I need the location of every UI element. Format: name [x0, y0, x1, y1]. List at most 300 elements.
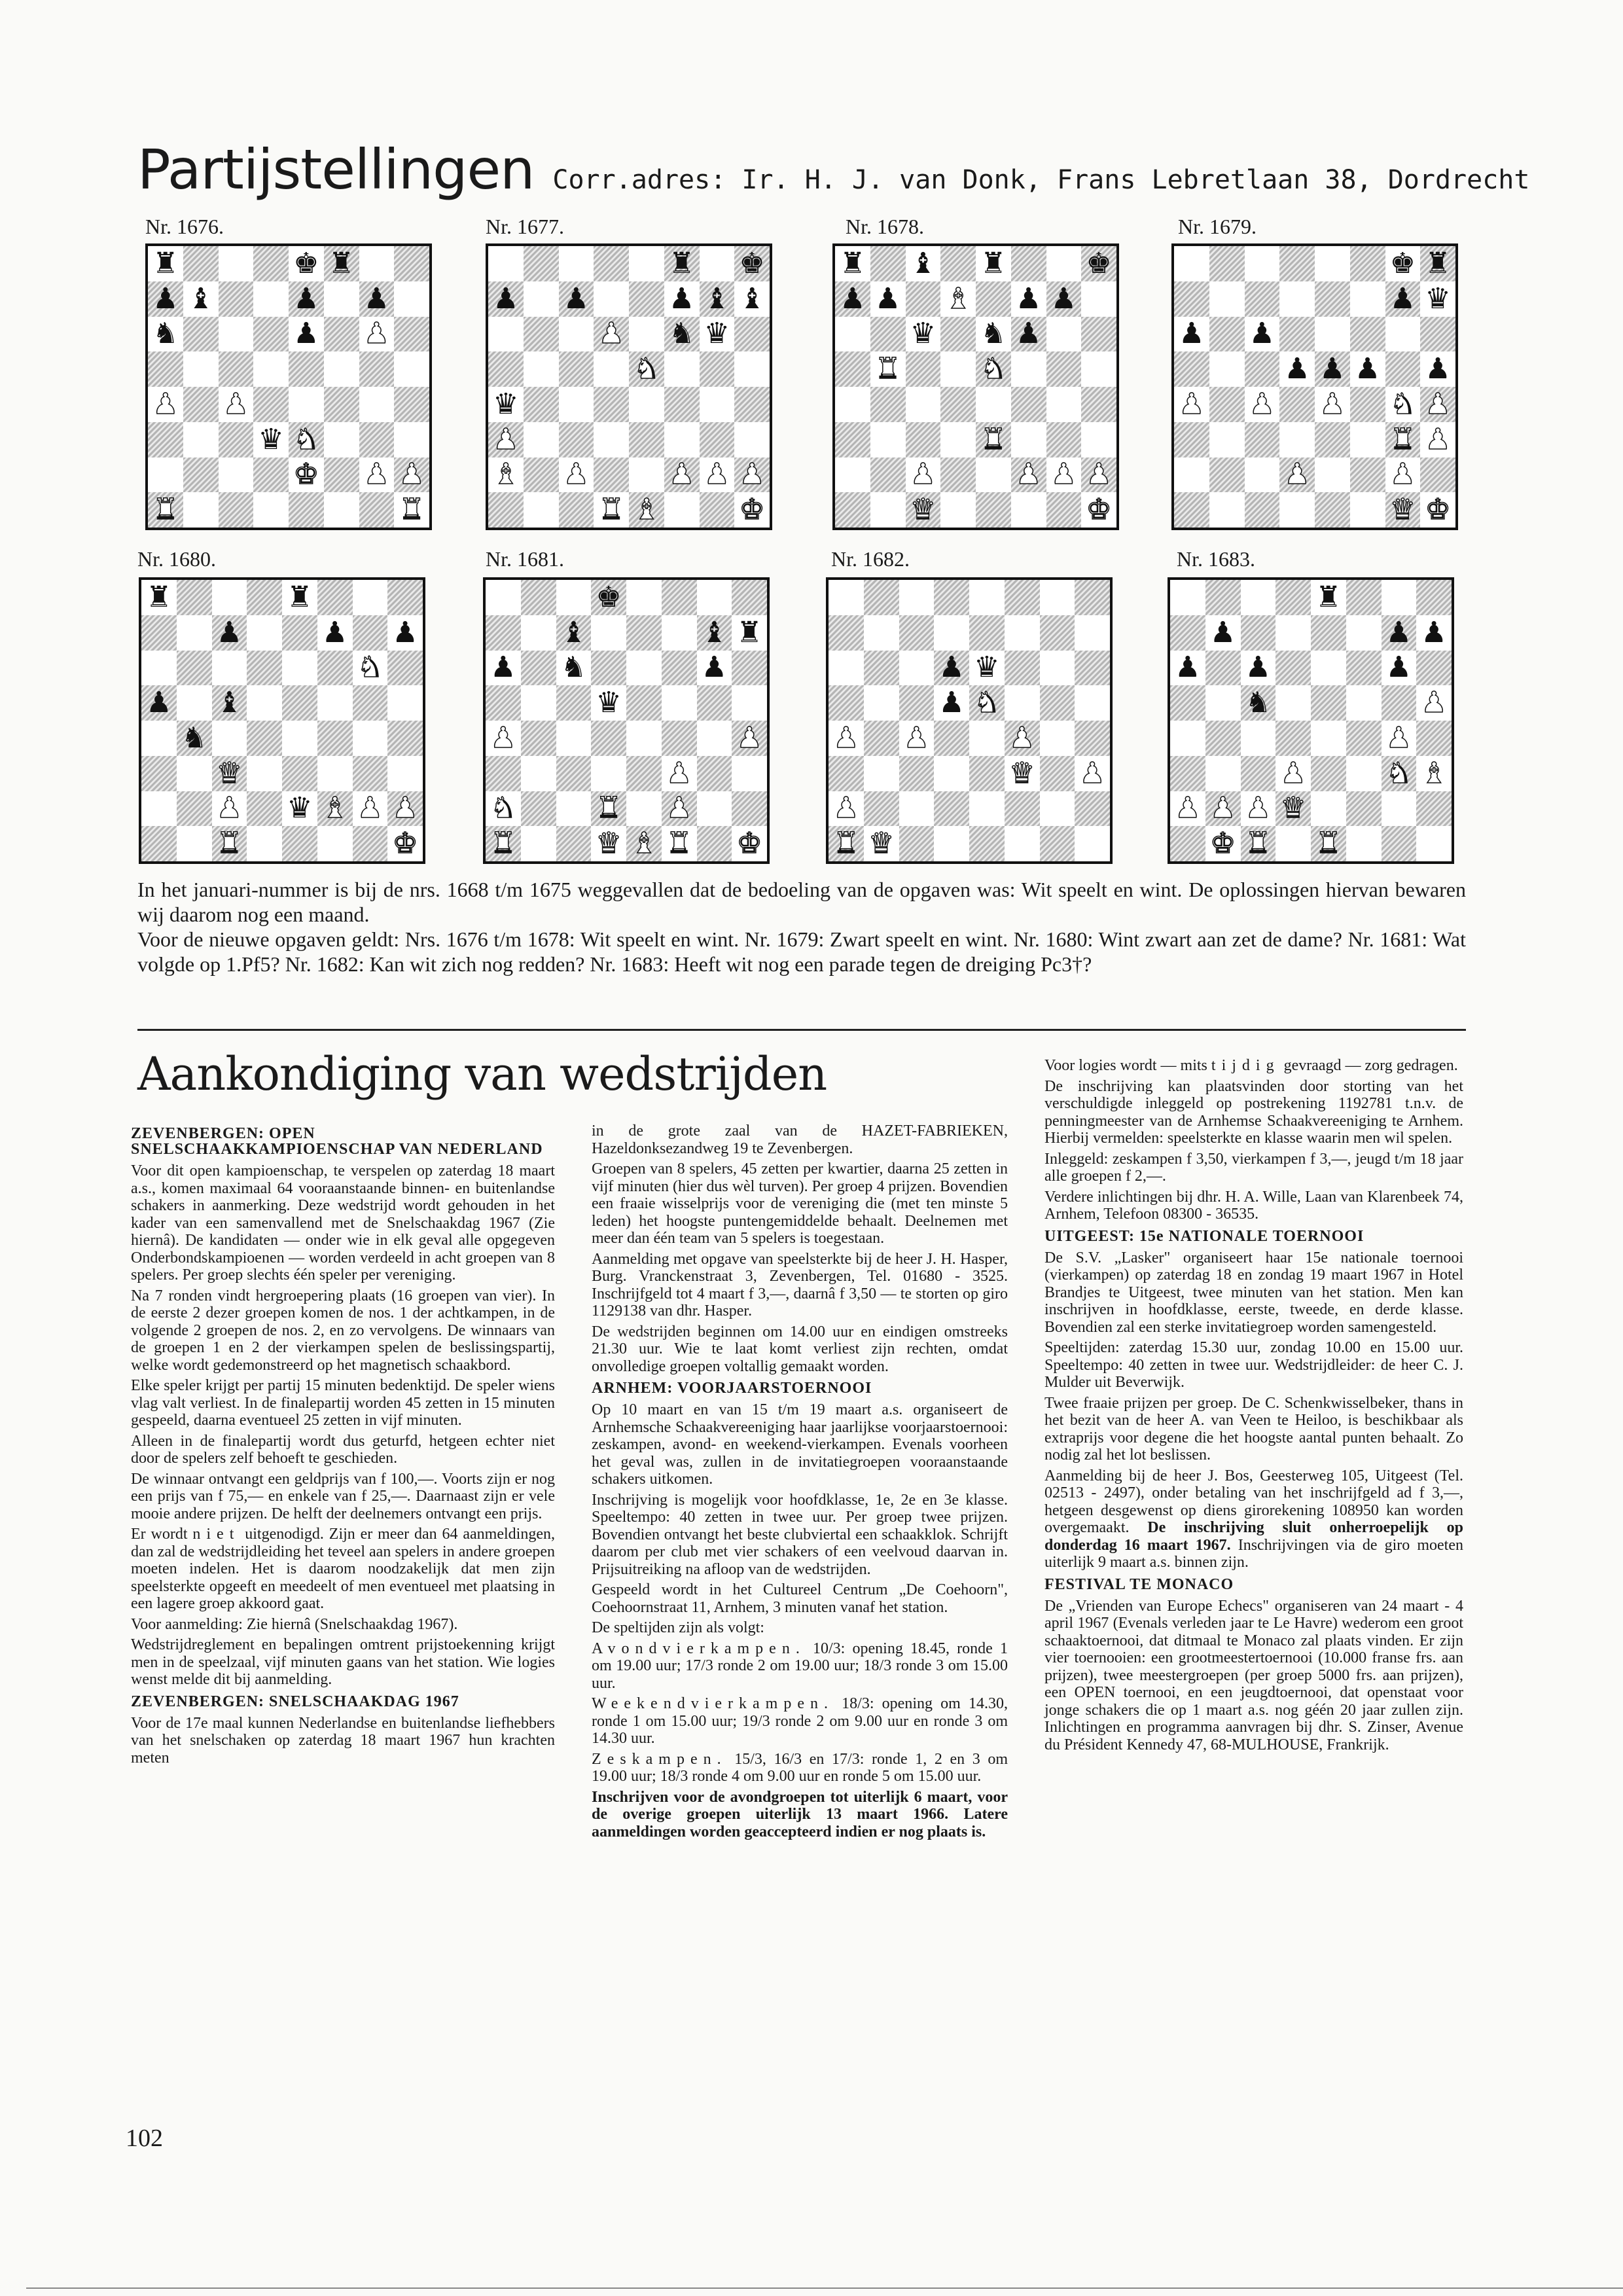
board-square: [1420, 492, 1455, 528]
board-square: [734, 246, 770, 281]
white-pawn-icon: ♟: [223, 387, 249, 421]
black-pawn-icon: ♟: [1319, 352, 1346, 386]
board-square: [629, 317, 664, 352]
page-number: 102: [126, 2125, 163, 2152]
board-square: [626, 615, 662, 651]
board-square: [556, 685, 592, 721]
black-queen-icon: ♛: [596, 686, 622, 720]
board-square: [1081, 457, 1116, 493]
white-pawn-icon: ♟: [598, 317, 624, 351]
board-square: [697, 580, 732, 615]
board-square: [387, 826, 423, 861]
white-bishop-icon: ♝: [631, 827, 657, 861]
board-square: [353, 826, 388, 861]
board-square: [148, 317, 183, 352]
board-square: [899, 756, 935, 791]
black-pawn-icon: ♟: [1175, 651, 1201, 685]
board-square: [524, 457, 559, 493]
white-rook-icon: ♜: [833, 827, 859, 861]
board-square: [664, 281, 700, 317]
page-title: Partijstellingen: [137, 137, 535, 202]
board-square: [282, 791, 317, 827]
board-square: [177, 685, 212, 721]
board-square: [700, 351, 735, 387]
board-square: [1011, 457, 1046, 493]
board-square: [697, 615, 732, 651]
heading-zevenbergen-open: ZEVENBERGEN: OPEN SNELSCHAAKKAMPIOENSCHAP VAN NEDERLAND: [131, 1125, 543, 1158]
board-square: [488, 492, 524, 528]
paragraph: Twee fraaie prijzen per groep. De C. Schenkwisselbeker, thans in het bezit van de heer A. van Veen te Heiloo, is beschikbaar als extraprijs voor degene die het hoogste aantal punten behaalt. Zo nodig zal het lot beslissen.: [1044, 1394, 1463, 1463]
board-square: [864, 580, 899, 615]
board-square: [1209, 246, 1245, 281]
board-square: [1315, 246, 1350, 281]
board-square: [626, 651, 662, 686]
paragraph: Op 10 maart en van 15 t/m 19 maart a.s. organiseert de Arnhemsche Schaakvereeniging haar jaarlijkse voorjaarstoernooi: zeskampen, avond- en weekend-vierkampen. Evenals voorheen het geval was, zullen in de invitatiegroepen vooraanstaande schakers uitkomen.: [592, 1401, 1008, 1488]
black-bishop-icon: ♝: [704, 281, 730, 315]
board-square: [1209, 281, 1245, 317]
black-pawn-icon: ♟: [1284, 352, 1310, 386]
board-square: [594, 387, 629, 422]
board-square: [934, 791, 969, 827]
board-square: [212, 756, 247, 791]
board-square: [324, 317, 359, 352]
board-square: [626, 791, 662, 827]
board-square: [1350, 246, 1385, 281]
board-square: [732, 580, 767, 615]
diagram-label-1678: Nr. 1678.: [846, 215, 924, 238]
black-bishop-icon: ♝: [187, 281, 214, 315]
board-square: [1040, 721, 1075, 756]
white-rook-icon: ♜: [596, 791, 622, 825]
board-square: [253, 492, 289, 528]
white-rook-icon: ♜: [598, 493, 624, 527]
white-bishop-icon: ♝: [321, 791, 348, 825]
board-square: [906, 387, 941, 422]
board-square: [700, 422, 735, 457]
board-square: [1241, 791, 1276, 827]
board-square: [697, 685, 732, 721]
board-square: [486, 721, 521, 756]
board-square: [212, 651, 247, 686]
black-pawn-icon: ♟: [216, 615, 243, 649]
board-square: [394, 457, 429, 493]
board-square: [969, 651, 1005, 686]
board-square: [183, 422, 219, 457]
board-square: [829, 651, 864, 686]
white-queen-icon: ♛: [1389, 493, 1416, 527]
board-square: [1046, 492, 1082, 528]
board-square: [219, 281, 254, 317]
black-pawn-icon: ♟: [874, 281, 901, 315]
board-square: [591, 721, 626, 756]
white-pawn-icon: ♟: [666, 791, 692, 825]
board-square: [1081, 351, 1116, 387]
board-square: [1245, 351, 1280, 387]
board-square: [1311, 580, 1346, 615]
white-knight-icon: ♞: [633, 352, 660, 386]
board-square: [521, 826, 556, 861]
white-pawn-icon: ♟: [910, 457, 936, 492]
board-square: [1279, 246, 1315, 281]
board-square: [732, 826, 767, 861]
board-square: [559, 317, 594, 352]
board-square: [219, 422, 254, 457]
board-square: [183, 387, 219, 422]
board-square: [1046, 422, 1082, 457]
diagram-label-1677: Nr. 1677.: [486, 215, 564, 238]
board-square: [141, 615, 177, 651]
board-square: [148, 387, 183, 422]
white-pawn-icon: ♟: [1015, 457, 1042, 492]
board-square: [387, 580, 423, 615]
board-square: [1046, 457, 1082, 493]
board-square: [829, 685, 864, 721]
black-rook-icon: ♜: [146, 580, 172, 614]
board-square: [1346, 721, 1382, 756]
black-knight-icon: ♞: [560, 651, 587, 685]
board-square: [253, 317, 289, 352]
board-square: [662, 826, 697, 861]
board-square: [1385, 387, 1421, 422]
board-square: [289, 422, 324, 457]
board-square: [940, 246, 976, 281]
board-square: [183, 457, 219, 493]
board-square: [521, 685, 556, 721]
board-square: [253, 422, 289, 457]
board-square: [148, 281, 183, 317]
black-pawn-icon: ♟: [1385, 615, 1412, 649]
board-square: [1005, 651, 1040, 686]
board-square: [1046, 387, 1082, 422]
white-pawn-icon: ♟: [1086, 457, 1112, 492]
white-pawn-icon: ♟: [1175, 791, 1201, 825]
board-square: [387, 791, 423, 827]
board-square: [734, 317, 770, 352]
board-square: [488, 422, 524, 457]
paragraph: De winnaar ontvangt een geldprijs van f 100,—. Voorts zijn er nog een prijs van f 75,— en enkele van f 25,—. Daarnaast zijn er vele mooie andere prijzen. De helft der deelnemers ontvangt een prijs.: [131, 1470, 555, 1522]
board-square: [353, 685, 388, 721]
board-square: [1205, 615, 1241, 651]
board-square: [524, 246, 559, 281]
correspondence-address: Corr.adres: Ir. H. J. van Donk, Frans Lebretlaan 38, Dordrecht: [552, 165, 1530, 195]
board-square: [626, 685, 662, 721]
black-king-icon: ♚: [1389, 246, 1416, 280]
white-pawn-icon: ♟: [1280, 756, 1306, 790]
board-square: [359, 492, 395, 528]
black-king-icon: ♚: [1086, 246, 1112, 280]
board-square: [1174, 317, 1209, 352]
board-square: [934, 580, 969, 615]
chess-board-1683: [1168, 577, 1454, 864]
board-square: [521, 791, 556, 827]
board-square: [1170, 756, 1205, 791]
black-queen-icon: ♛: [287, 791, 313, 825]
board-square: [829, 756, 864, 791]
board-square: [524, 351, 559, 387]
board-square: [1011, 281, 1046, 317]
board-square: [664, 422, 700, 457]
board-square: [626, 826, 662, 861]
board-square: [1174, 281, 1209, 317]
board-square: [177, 756, 212, 791]
board-square: [556, 826, 592, 861]
board-square: [1416, 580, 1452, 615]
board-square: [697, 651, 732, 686]
board-square: [324, 246, 359, 281]
board-square: [317, 721, 353, 756]
board-square: [1005, 685, 1040, 721]
board-square: [1005, 756, 1040, 791]
board-square: [324, 351, 359, 387]
board-square: [247, 826, 282, 861]
board-square: [1046, 317, 1082, 352]
board-square: [289, 457, 324, 493]
chess-board-1677: [486, 243, 772, 530]
board-square: [734, 457, 770, 493]
heading-arnhem: ARNHEM: VOORJAARSTOERNOOI: [592, 1380, 872, 1397]
board-square: [1040, 826, 1075, 861]
board-square: [662, 791, 697, 827]
text: uitgenodigd. Zijn er meer dan 64 aanmeldingen, dan zal de wedstrijdleiding het teveel aan spelers in andere groepen moeten indelen. Het is daarom noodzakelijk dat men zijn speelsterkte opgeeft en meedeelt of men eventueel met plaatsing in een lagere groep akkoord gaat.: [131, 1526, 555, 1612]
paragraph: Gespeeld wordt in het Cultureel Centrum „De Coehoorn", Coehoornstraat 11, Arnhem, 3 minuten vanaf het station.: [592, 1581, 1008, 1616]
board-square: [864, 826, 899, 861]
chess-board-1679: [1171, 243, 1458, 530]
white-king-icon: ♚: [736, 827, 762, 861]
board-square: [488, 246, 524, 281]
board-square: [594, 492, 629, 528]
board-square: [1081, 492, 1116, 528]
board-square: [1245, 457, 1280, 493]
board-square: [940, 492, 976, 528]
black-pawn-icon: ♟: [1015, 281, 1042, 315]
board-square: [870, 422, 906, 457]
board-square: [289, 351, 324, 387]
board-square: [732, 721, 767, 756]
board-square: [556, 651, 592, 686]
board-square: [870, 457, 906, 493]
board-square: [247, 651, 282, 686]
white-pawn-icon: ♟: [833, 791, 859, 825]
board-square: [1275, 721, 1311, 756]
board-square: [148, 422, 183, 457]
board-square: [969, 580, 1005, 615]
intro-paragraph-2: Voor de nieuwe opgaven geldt: Nrs. 1676 t/m 1678: Wit speelt en wint. Nr. 1679: Zwart speelt en wint. Nr. 1680: Wint zwart aan zet de dame? Nr. 1681: Wat volgde op 1.Pf5? Nr. 1682: Kan wit zich nog redden? Nr. 1683: Heeft wit nog een parade tegen de dreiging Pc3†?: [137, 927, 1466, 976]
board-square: [969, 685, 1005, 721]
board-square: [1416, 756, 1452, 791]
text: gevraagd — zorg gedragen.: [1279, 1057, 1458, 1074]
black-rook-icon: ♜: [1425, 246, 1451, 280]
board-square: [1346, 651, 1382, 686]
white-king-icon: ♚: [392, 827, 418, 861]
board-square: [1241, 580, 1276, 615]
board-square: [629, 281, 664, 317]
paragraph: Inleggeld: zeskampen f 3,50, vierkampen f 3,—, jeugd t/m 18 jaar alle groepen f 2,—.: [1044, 1150, 1463, 1185]
board-square: [1241, 721, 1276, 756]
white-rook-icon: ♜: [1315, 827, 1342, 861]
board-square: [1420, 281, 1455, 317]
white-rook-icon: ♜: [1245, 827, 1272, 861]
board-square: [1245, 492, 1280, 528]
board-square: [1081, 281, 1116, 317]
board-square: [1382, 615, 1417, 651]
board-square: [324, 422, 359, 457]
white-pawn-icon: ♟: [1425, 422, 1451, 456]
black-pawn-icon: ♟: [1421, 615, 1447, 649]
white-pawn-icon: ♟: [1179, 387, 1205, 421]
board-square: [1420, 351, 1455, 387]
board-square: [212, 615, 247, 651]
board-square: [1315, 422, 1350, 457]
board-square: [289, 317, 324, 352]
board-square: [177, 615, 212, 651]
white-bishop-icon: ♝: [945, 281, 971, 315]
board-square: [289, 492, 324, 528]
white-queen-icon: ♛: [596, 827, 622, 861]
board-square: [1315, 492, 1350, 528]
board-square: [183, 246, 219, 281]
board-square: [697, 756, 732, 791]
board-square: [253, 246, 289, 281]
board-square: [1075, 685, 1110, 721]
board-square: [940, 457, 976, 493]
board-square: [976, 492, 1011, 528]
board-square: [1005, 721, 1040, 756]
board-square: [317, 651, 353, 686]
board-square: [1170, 791, 1205, 827]
board-square: [899, 721, 935, 756]
board-square: [870, 492, 906, 528]
board-square: [1346, 685, 1382, 721]
board-square: [486, 685, 521, 721]
board-square: [1005, 615, 1040, 651]
board-square: [976, 351, 1011, 387]
board-square: [148, 492, 183, 528]
board-square: [1346, 615, 1382, 651]
white-pawn-icon: ♟: [392, 791, 418, 825]
board-square: [1205, 756, 1241, 791]
black-queen-icon: ♛: [258, 422, 284, 456]
intro-paragraph-1: In het januari-nummer is bij de nrs. 1668 t/m 1675 weggevallen dat de bedoeling van de opgaven was: Wit speelt en wint. De oplossingen hiervan bewaren wij daarom nog een maand.: [137, 878, 1466, 926]
board-square: [1011, 351, 1046, 387]
black-rook-icon: ♜: [840, 246, 866, 280]
board-square: [1311, 756, 1346, 791]
board-square: [591, 615, 626, 651]
board-square: [1011, 492, 1046, 528]
board-square: [282, 651, 317, 686]
board-square: [1315, 281, 1350, 317]
white-pawn-icon: ♟: [833, 721, 859, 755]
board-square: [594, 457, 629, 493]
black-pawn-icon: ♟: [938, 651, 965, 685]
white-rook-icon: ♜: [1389, 422, 1416, 456]
board-square: [282, 756, 317, 791]
white-rook-icon: ♜: [216, 827, 243, 861]
board-square: [253, 351, 289, 387]
board-square: [969, 826, 1005, 861]
board-square: [664, 246, 700, 281]
white-pawn-icon: ♟: [1385, 721, 1412, 755]
board-square: [1385, 246, 1421, 281]
black-rook-icon: ♜: [1315, 580, 1342, 614]
paragraph: Wedstrijdreglement en bepalingen omtrent prijstoekenning krijgt men in de speelzaal, vijf minuten gaans van het station. Wie logies wenst melde dit bij aanmelding.: [131, 1636, 555, 1688]
board-square: [864, 685, 899, 721]
black-rook-icon: ♜: [668, 246, 695, 280]
board-square: [1350, 317, 1385, 352]
board-square: [353, 791, 388, 827]
board-square: [1081, 387, 1116, 422]
board-square: [697, 791, 732, 827]
black-pawn-icon: ♟: [668, 281, 695, 315]
board-square: [976, 281, 1011, 317]
white-pawn-icon: ♟: [1389, 457, 1416, 492]
board-square: [559, 457, 594, 493]
board-square: [486, 580, 521, 615]
board-square: [1174, 387, 1209, 422]
board-square: [1075, 756, 1110, 791]
board-square: [870, 246, 906, 281]
board-square: [324, 457, 359, 493]
board-square: [1075, 721, 1110, 756]
board-square: [906, 281, 941, 317]
black-pawn-icon: ♟: [701, 651, 728, 685]
white-pawn-icon: ♟: [1425, 387, 1451, 421]
board-square: [899, 580, 935, 615]
white-pawn-icon: ♟: [152, 387, 179, 421]
bold-text: De inschrijving sluit onherroepelijk op donderdag 16 maart 1967.: [1044, 1519, 1463, 1554]
board-square: [864, 615, 899, 651]
black-king-icon: ♚: [293, 246, 319, 280]
board-square: [940, 351, 976, 387]
white-knight-icon: ♞: [974, 686, 1000, 720]
board-square: [629, 457, 664, 493]
board-square: [1245, 387, 1280, 422]
board-square: [177, 580, 212, 615]
board-square: [556, 615, 592, 651]
board-square: [906, 351, 941, 387]
board-square: [1279, 457, 1315, 493]
board-square: [732, 756, 767, 791]
board-square: [829, 615, 864, 651]
board-square: [626, 721, 662, 756]
board-square: [835, 317, 870, 352]
board-square: [1416, 826, 1452, 861]
board-square: [934, 756, 969, 791]
board-square: [1420, 422, 1455, 457]
board-square: [1279, 317, 1315, 352]
board-square: [934, 615, 969, 651]
board-square: [282, 685, 317, 721]
board-square: [524, 317, 559, 352]
paragraph: Elke speler krijgt per partij 15 minuten bedenktijd. De speler wiens vlag valt verliest. In de finalepartij worden 45 zetten in 15 minuten gespeeld, daarna eventueel 25 zetten in vijf minuten.: [131, 1377, 555, 1429]
board-square: [1350, 492, 1385, 528]
problem-instructions: [137, 877, 1466, 977]
board-square: [289, 387, 324, 422]
board-square: [394, 317, 429, 352]
board-square: [829, 580, 864, 615]
paragraph: [592, 1789, 1008, 1841]
white-rook-icon: ♜: [874, 352, 901, 386]
board-square: [1416, 685, 1452, 721]
board-square: [1275, 791, 1311, 827]
white-pawn-icon: ♟: [1284, 457, 1310, 492]
board-square: [734, 351, 770, 387]
board-square: [829, 791, 864, 827]
board-square: [317, 791, 353, 827]
chess-board-1678: [832, 243, 1119, 530]
diagram-label-1680: Nr. 1680.: [137, 547, 216, 571]
board-square: [219, 351, 254, 387]
board-square: [183, 317, 219, 352]
